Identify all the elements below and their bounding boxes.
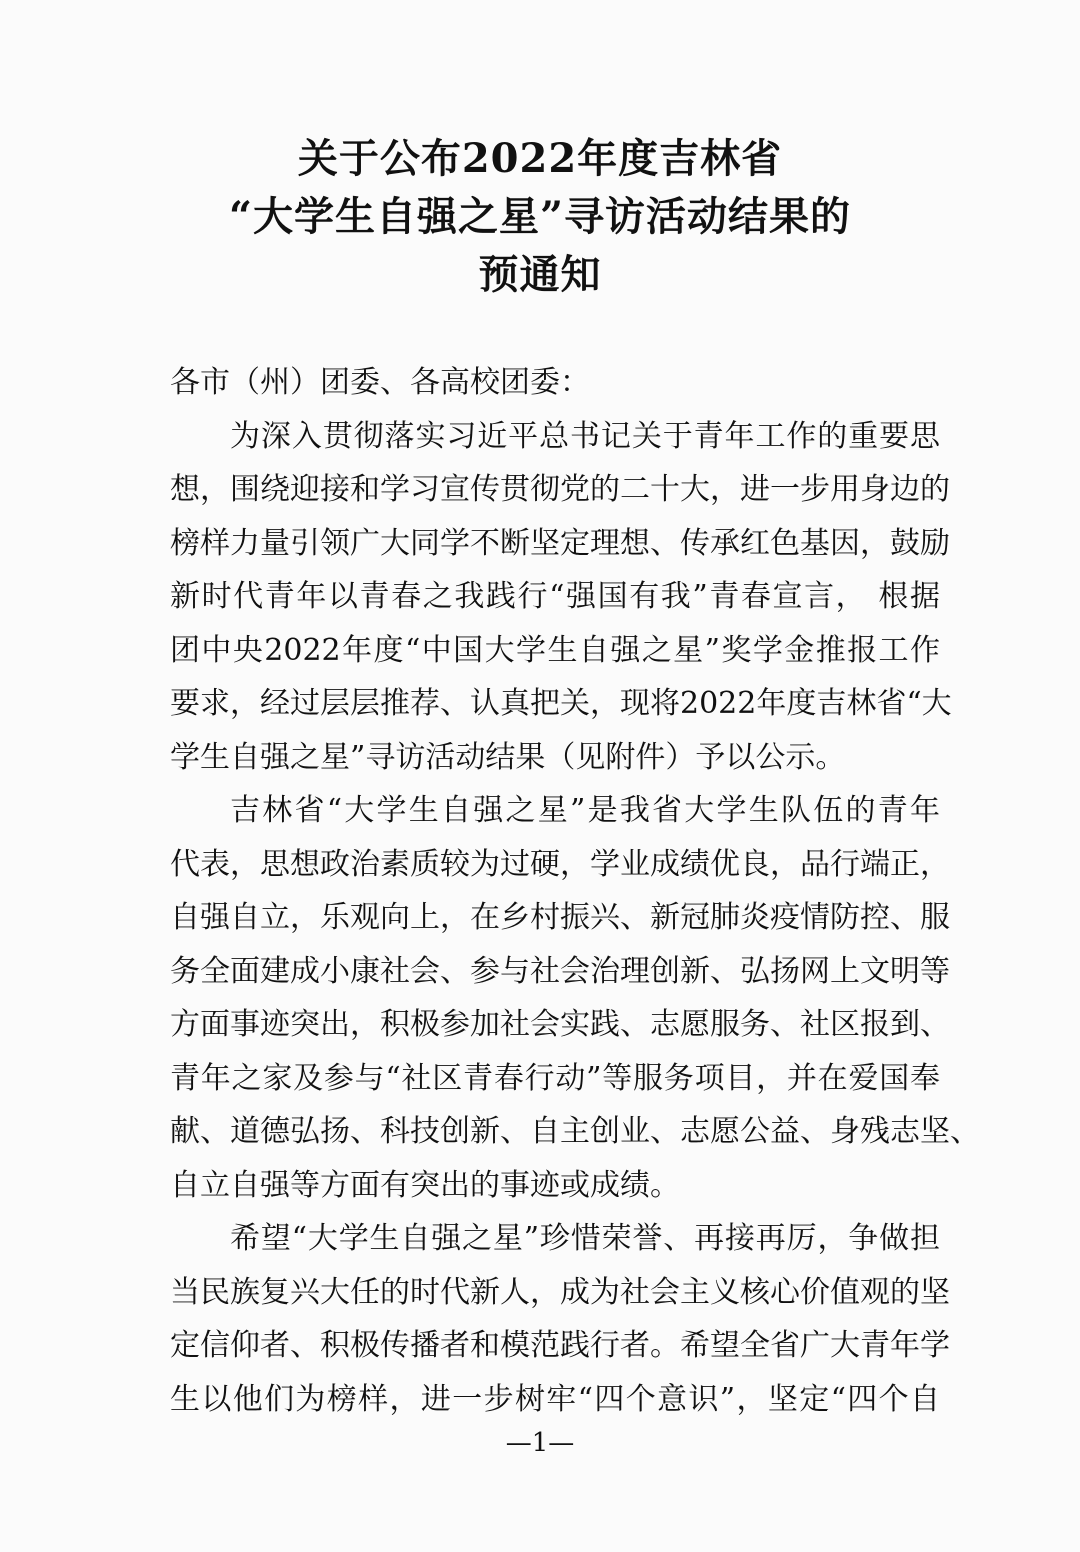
paragraph-line: 吉林省“大学生自强之星”是我省大学生队伍的青年 xyxy=(230,793,940,828)
document-title xyxy=(0,130,1080,304)
paragraph-line: 代表，思想政治素质较为过硬，学业成绩优良，品行端正， xyxy=(170,846,950,882)
title-line-2: “大学生自强之星”寻访活动结果的 xyxy=(228,193,851,240)
paragraph-line: 方面事迹突出，积极参加社会实践、志愿服务、社区报到、 xyxy=(170,1007,950,1042)
paragraph-line: 榜样力量引领广大同学不断坚定理想、传承红色基因，鼓励 xyxy=(170,525,950,561)
page-number: —1— xyxy=(505,1428,575,1458)
paragraph-line: 团中央2022年度“中国大学生自强之星”奖学金推报工作 xyxy=(170,632,940,668)
paragraph-1 xyxy=(170,410,952,785)
title-line-3: 预通知 xyxy=(478,251,602,298)
salutation: 各市（州）团委、各高校团委： xyxy=(170,365,590,400)
paragraph-line: 新时代青年以青春之我践行“强国有我”青春宣言， 根据 xyxy=(170,579,940,614)
title-line-1: 关于公布2022年度吉林省 xyxy=(297,135,783,182)
paragraph-line: 生以他们为榜样，进一步树牢“四个意识”，坚定“四个自 xyxy=(170,1381,940,1417)
paragraph-line: 希望“大学生自强之星”珍惜荣誉、再接再厉，争做担 xyxy=(230,1221,940,1256)
paragraph-line: 定信仰者、积极传播者和模范践行者。希望全省广大青年学 xyxy=(170,1328,950,1363)
paragraph-line: 学生自强之星”寻访活动结果（见附件）予以公示。 xyxy=(170,739,846,775)
paragraph-line: 献、道德弘扬、科技创新、自主创业、志愿公益、身残志坚、 xyxy=(170,1114,980,1149)
paragraph-line: 要求，经过层层推荐、认真把关，现将2022年度吉林省“大 xyxy=(170,686,952,721)
paragraph-line: 青年之家及参与“社区青春行动”等服务项目，并在爱国奉 xyxy=(170,1060,940,1096)
paragraph-3 xyxy=(170,1212,950,1426)
paragraph-line: 当民族复兴大任的时代新人，成为社会主义核心价值观的坚 xyxy=(170,1274,950,1310)
paragraph-line: 为深入贯彻落实习近平总书记关于青年工作的重要思 xyxy=(230,418,940,454)
paragraph-line: 自立自强等方面有突出的事迹或成绩。 xyxy=(170,1167,680,1203)
paragraph-line: 想，围绕迎接和学习宣传贯彻党的二十大，进一步用身边的 xyxy=(170,472,950,507)
paragraph-line: 自强自立，乐观向上，在乡村振兴、新冠肺炎疫情防控、服 xyxy=(170,900,950,935)
paragraph-line: 务全面建成小康社会、参与社会治理创新、弘扬网上文明等 xyxy=(170,953,950,989)
document-body xyxy=(170,356,980,1426)
paragraph-2 xyxy=(170,784,980,1212)
